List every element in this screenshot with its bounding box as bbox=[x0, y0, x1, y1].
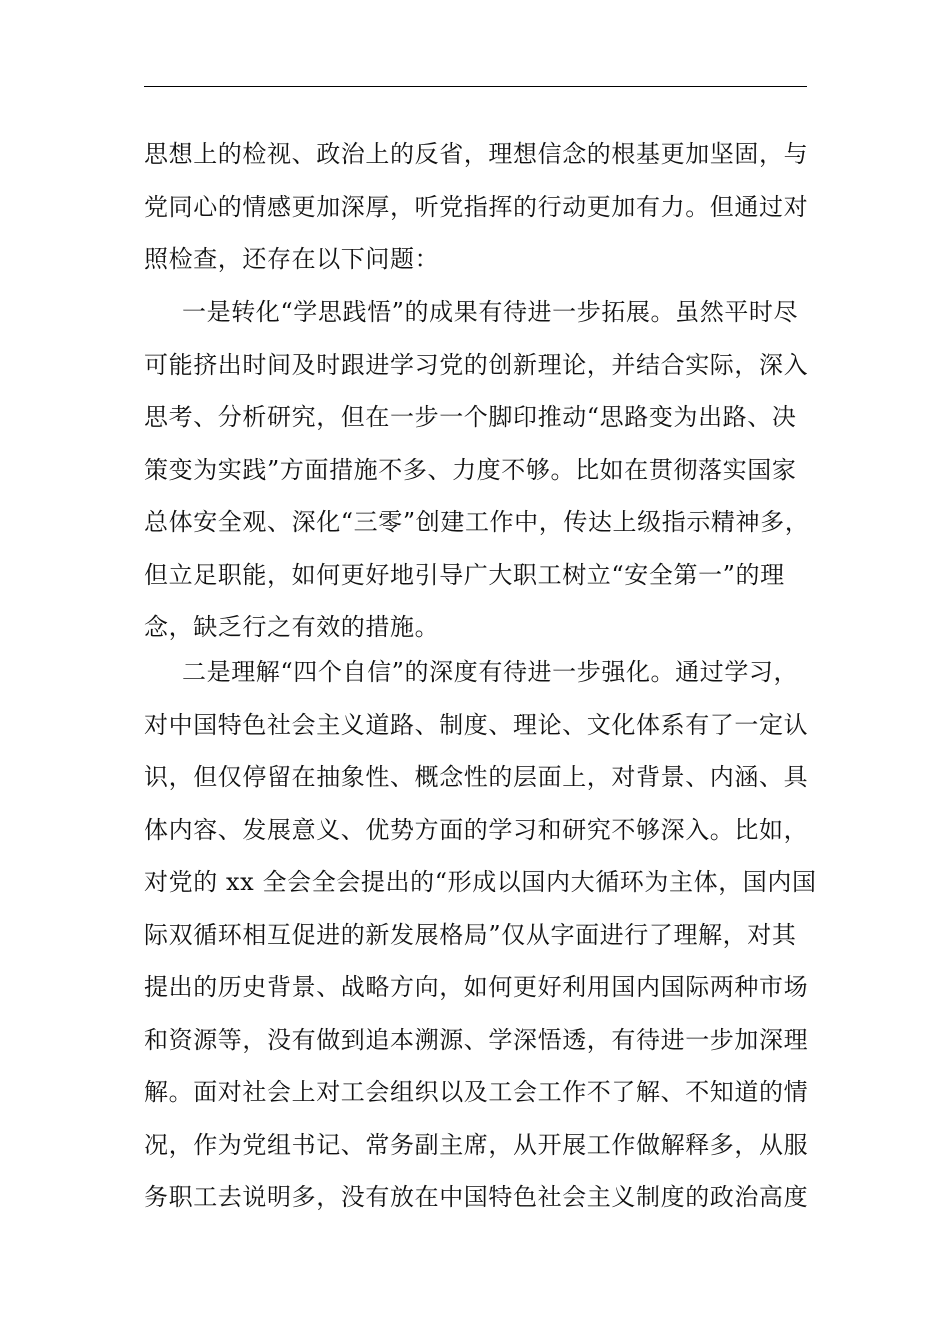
text-line: 况，作为党组书记、常务副主席，从开展工作做解释多，从服 bbox=[144, 1130, 809, 1159]
text-line: 解。面对社会上对工会组织以及工会工作不了解、不知道的情 bbox=[144, 1078, 809, 1106]
header-rule bbox=[144, 86, 807, 87]
text-line: 思考、分析研究，但在一步一个脚印推动“思路变为出路、决 bbox=[144, 403, 797, 431]
text-line: 策变为实践”方面措施不多、力度不够。比如在贯彻落实国家 bbox=[144, 455, 797, 484]
text-line: 对党的 xx 全会全会提出的“形成以国内大循环为主体，国内国 bbox=[144, 868, 817, 896]
text-line: 党同心的情感更加深厚，听党指挥的行动更加有力。但通过对 bbox=[144, 192, 809, 221]
text-line: 体内容、发展意义、优势方面的学习和研究不够深入。比如， bbox=[144, 815, 809, 844]
text-line: 和资源等，没有做到追本溯源、学深悟透，有待进一步加深理 bbox=[144, 1025, 809, 1054]
text-line: 可能挤出时间及时跟进学习党的创新理论，并结合实际，深入 bbox=[144, 350, 809, 379]
text-line: 念，缺乏行之有效的措施。 bbox=[144, 613, 440, 641]
text-line: 识，但仅停留在抽象性、概念性的层面上，对背景、内涵、具 bbox=[144, 763, 809, 791]
text-line: 照检查，还存在以下问题： bbox=[144, 245, 440, 273]
text-line: 提出的历史背景、战略方向，如何更好利用国内国际两种市场 bbox=[144, 973, 809, 1001]
text-line: 但立足职能，如何更好地引导广大职工树立“安全第一”的理 bbox=[144, 560, 785, 589]
text-line: 对中国特色社会主义道路、制度、理论、文化体系有了一定认 bbox=[144, 710, 809, 739]
paragraph-1 bbox=[144, 128, 820, 286]
text-line: 思想上的检视、政治上的反省，理想信念的根基更加坚固，与 bbox=[144, 140, 809, 168]
text-line: 一是转化“学思践悟”的成果有待进一步拓展。虽然平时尽 bbox=[182, 298, 799, 326]
text-line: 务职工去说明多，没有放在中国特色社会主义制度的政治高度 bbox=[144, 1183, 809, 1211]
text-line: 际双循环相互促进的新发展格局”仅从字面进行了理解，对其 bbox=[144, 920, 797, 949]
text-line: 总体安全观、深化“三零”创建工作中，传达上级指示精神多， bbox=[144, 508, 810, 536]
paragraph-2 bbox=[144, 286, 820, 654]
paragraph-3 bbox=[144, 646, 820, 1224]
text-line: 二是理解“四个自信”的深度有待进一步强化。通过学习， bbox=[182, 658, 799, 686]
